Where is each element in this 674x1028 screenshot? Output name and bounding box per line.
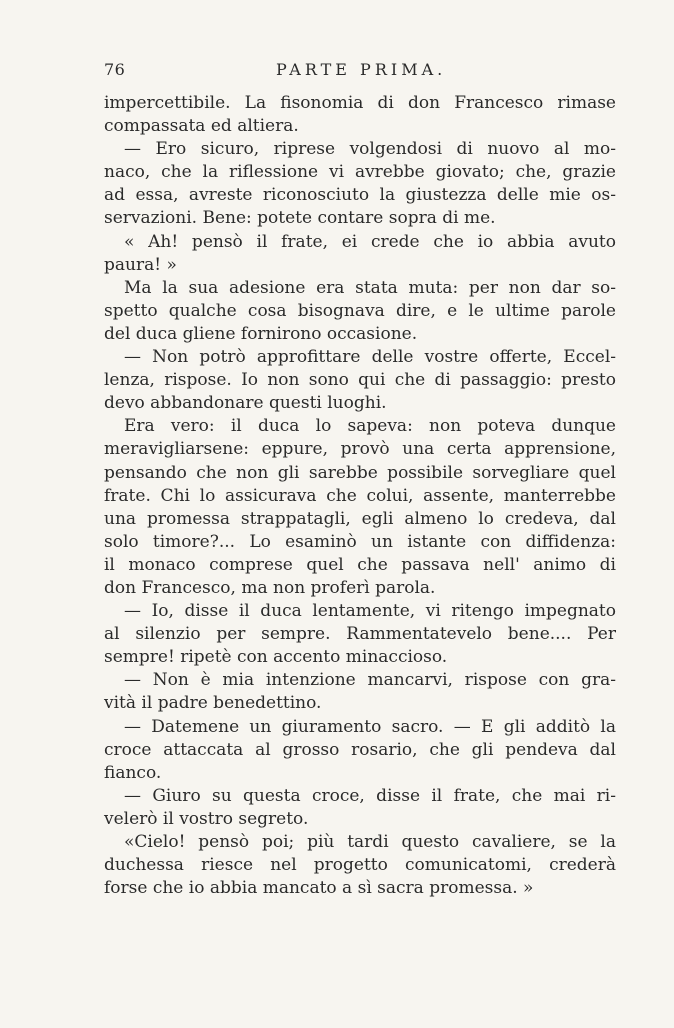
paragraph bbox=[104, 785, 616, 831]
text-line: compassata ed altiera. bbox=[104, 116, 299, 137]
text-line: forse che io abbia mancato a sì sacra promessa. » bbox=[104, 878, 534, 899]
text-line: velerò il vostro segreto. bbox=[104, 808, 309, 829]
running-head: PARTE PRIMA. bbox=[276, 60, 447, 79]
text-line: lenza, rispose. Io non sono qui che di passaggio: presto bbox=[104, 370, 616, 391]
text-line: — Non è mia intenzione mancarvi, rispose con gra- bbox=[124, 670, 616, 691]
text-line: devo abbandonare questi luoghi. bbox=[104, 393, 387, 414]
text-line: don Francesco, ma non proferì parola. bbox=[104, 577, 436, 598]
text-line: — Datemene un giuramento sacro. — E gli additò la bbox=[124, 716, 616, 737]
paragraph bbox=[104, 716, 616, 785]
paragraph bbox=[104, 669, 616, 715]
text-line: spetto qualche cosa bisognava dire, e le ultime parole bbox=[104, 300, 616, 321]
text-line: una promessa strappatagli, egli almeno lo credeva, dal bbox=[104, 508, 616, 529]
text-line: il monaco comprese quel che passava nell' animo di bbox=[104, 554, 616, 575]
text-line: servazioni. Bene: potete contare sopra di me. bbox=[104, 208, 496, 229]
text-line: impercettibile. La fisonomia di don Francesco rimase bbox=[104, 93, 616, 113]
text-line: «Cielo! pensò poi; più tardi questo cavaliere, se la bbox=[124, 832, 616, 852]
paragraph bbox=[104, 92, 616, 138]
text-line: vità il padre benedettino. bbox=[104, 693, 322, 714]
paragraph bbox=[104, 231, 616, 277]
body-text bbox=[104, 92, 616, 900]
paragraph bbox=[104, 346, 616, 415]
text-line: naco, che la riflessione vi avrebbe giovato; che, grazie bbox=[104, 162, 616, 183]
paragraph bbox=[104, 138, 616, 230]
text-line: — Giuro su questa croce, disse il frate, che mai ri- bbox=[124, 785, 616, 806]
text-line: frate. Chi lo assicurava che colui, assente, manterrebbe bbox=[104, 485, 616, 506]
paragraph bbox=[104, 415, 616, 600]
text-line: ad essa, avreste riconosciuto la giustezza delle mie os- bbox=[104, 185, 616, 206]
text-line: al silenzio per sempre. Rammentatevelo bene.... Per bbox=[104, 624, 616, 645]
text-line: croce attaccata al grosso rosario, che gli pendeva dal bbox=[104, 739, 616, 760]
text-line: paura! » bbox=[104, 254, 177, 275]
text-line: duchessa riesce nel progetto comunicatomi, crederà bbox=[104, 855, 616, 876]
paragraph bbox=[104, 600, 616, 669]
text-line: fianco. bbox=[104, 762, 162, 783]
text-line: — Io, disse il duca lentamente, vi ritengo impegnato bbox=[124, 601, 616, 622]
text-line: pensando che non gli sarebbe possibile sorvegliare quel bbox=[104, 462, 616, 483]
page-header bbox=[104, 60, 616, 86]
text-line: del duca gliene fornirono occasione. bbox=[104, 323, 418, 344]
paragraph bbox=[104, 277, 616, 346]
page-number: 76 bbox=[104, 60, 126, 79]
text-line: — Ero sicuro, riprese volgendosi di nuovo al mo- bbox=[124, 139, 616, 160]
paragraph bbox=[104, 831, 616, 900]
text-line: sempre! ripetè con accento minaccioso. bbox=[104, 647, 448, 668]
text-line: Era vero: il duca lo sapeva: non poteva dunque bbox=[124, 416, 616, 437]
text-line: meravigliarsene: eppure, provò una certa apprensione, bbox=[104, 439, 616, 460]
text-line: Ma la sua adesione era stata muta: per non dar so- bbox=[124, 277, 616, 298]
text-line: — Non potrò approfittare delle vostre offerte, Eccel- bbox=[124, 347, 616, 368]
text-line: « Ah! pensò il frate, ei crede che io abbia avuto bbox=[124, 231, 616, 252]
text-line: solo timore?... Lo esaminò un istante con diffidenza: bbox=[104, 531, 616, 552]
